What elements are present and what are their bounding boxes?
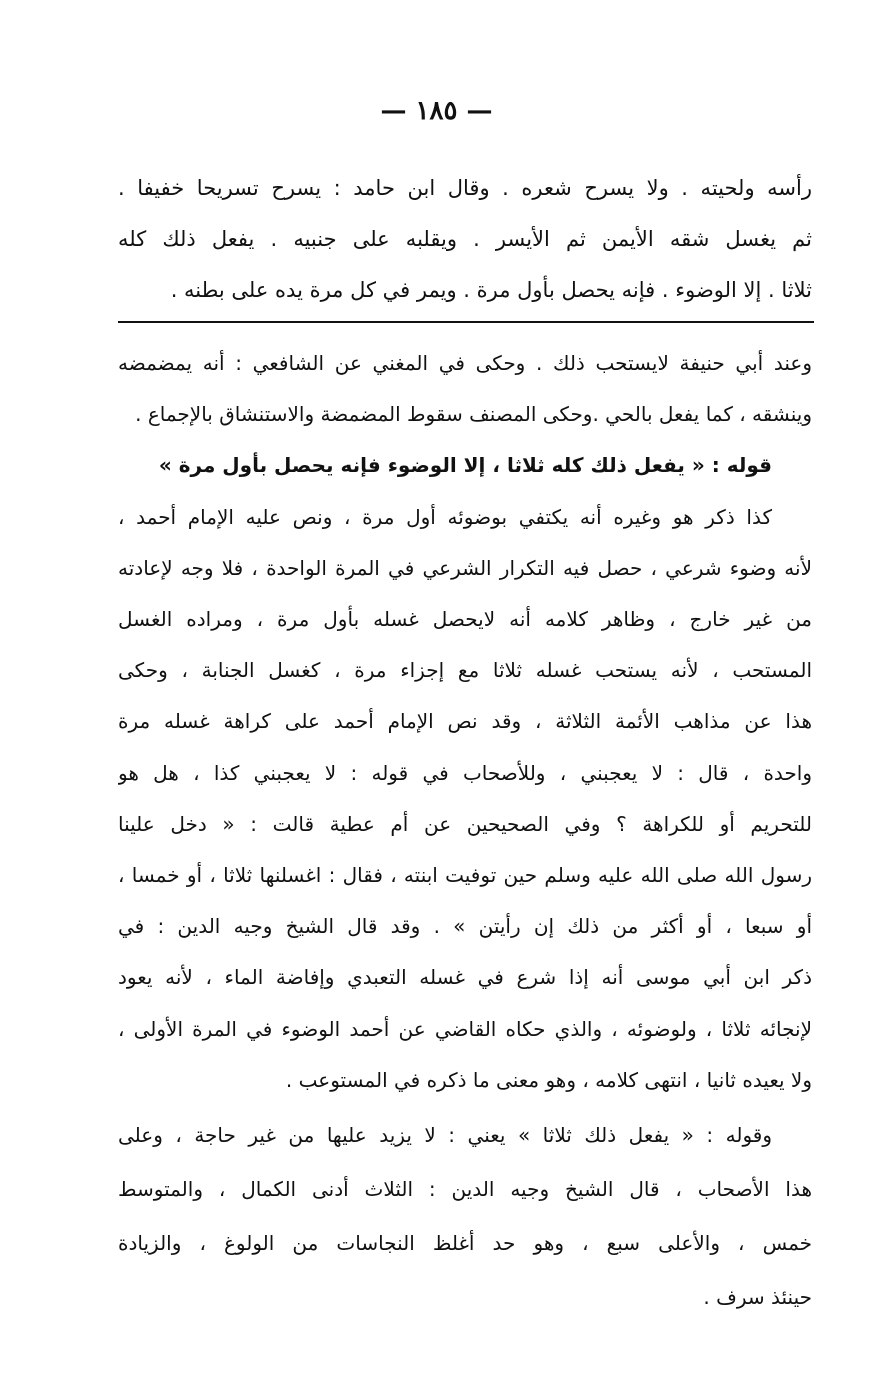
- commentary-text: [118, 338, 812, 1106]
- paragraph-line: خمس ، والأعلى سبع ، وهو حد أغلظ النجاسات من الولوغ ، والزيادة: [118, 1231, 812, 1255]
- commentary-line: المستحب ، لأنه يستحب غسله ثلاثا مع إجزاء مرة ، كغسل الجنابة ، وحكى: [118, 658, 812, 683]
- commentary-line: لإنجائه ثلاثا ، ولوضوئه ، والذي حكاه القاضي عن أحمد الوضوء في المرة الأولى ،: [118, 1016, 812, 1041]
- paragraph-line: هذا الأصحاب ، قال الشيخ وجيه الدين : الثلاث أدنى الكمال ، والمتوسط: [118, 1177, 812, 1201]
- commentary-line: أو سبعا ، أو أكثر من ذلك إن رأيتن » . وقد قال الشيخ وجيه الدين : في: [118, 914, 812, 939]
- commentary-line: ذكر ابن أبي موسى أنه إذا شرع في غسله التعبدي وإفاضة الماء ، لأنه يعود: [118, 965, 812, 990]
- main-text: [118, 163, 812, 316]
- paragraph-line: حينئذ سرف .: [703, 1285, 812, 1309]
- commentary-line: واحدة ، قال : لا يعجبني ، وللأصحاب في قوله : لا يعجبني كذا ، هل هو: [118, 760, 812, 785]
- commentary-line: وينشقه ، كما يفعل بالحي .وحكى المصنف سقوط المضمضة والاستنشاق بالإجماع .: [135, 402, 812, 427]
- second-paragraph: [118, 1108, 812, 1324]
- page-number: — ١٨٥ —: [380, 96, 493, 126]
- commentary-line: ولا يعيده ثانيا ، انتهى كلامه ، وهو معنى ما ذكره في المستوعب .: [285, 1067, 812, 1092]
- paragraph-line: وقوله : « يفعل ذلك ثلاثا » يعني : لا يزيد عليها من غير حاجة ، وعلى: [118, 1123, 772, 1147]
- commentary-line: وعند أبي حنيفة لايستحب ذلك . وحكى في المغني عن الشافعي : أنه يمضمضه: [118, 351, 812, 375]
- main-text-line: ثم يغسل شقه الأيمن ثم الأيسر . ويقلبه على جنبيه . يفعل ذلك كله: [118, 227, 812, 251]
- main-text-line: ثلاثا . إلا الوضوء . فإنه يحصل بأول مرة . ويمر في كل مرة يده على بطنه .: [170, 278, 812, 302]
- commentary-line: هذا عن مذاهب الأئمة الثلاثة ، وقد نص الإمام أحمد على كراهة غسله مرة: [118, 709, 812, 734]
- commentary-line: للتحريم أو للكراهة ؟ وفي الصحيحين عن أم عطية قالت : « دخل علينا: [118, 811, 812, 836]
- commentary-line: لأنه وضوء شرعي ، حصل فيه التكرار الشرعي في المرة الواحدة ، فلا وجه لإعادته: [118, 555, 812, 580]
- quoted-heading: قوله : « يفعل ذلك كله ثلاثا ، إلا الوضوء فإنه يحصل بأول مرة »: [158, 453, 772, 478]
- footnote-divider: [118, 321, 814, 323]
- commentary-line: من غير خارج ، وظاهر كلامه أنه لايحصل غسله بأول مرة ، ومراده الغسل: [118, 607, 812, 632]
- commentary-line: رسول الله صلى الله عليه وسلم حين توفيت ابنته ، فقال : اغسلنها ثلاثا ، أو خمسا ،: [118, 863, 812, 888]
- commentary-line: كذا ذكر هو وغيره أنه يكتفي بوضوئه أول مرة ، ونص عليه الإمام أحمد ،: [118, 504, 772, 529]
- main-text-line: رأسه ولحيته . ولا يسرح شعره . وقال ابن حامد : يسرح تسريحا خفيفا .: [118, 176, 812, 200]
